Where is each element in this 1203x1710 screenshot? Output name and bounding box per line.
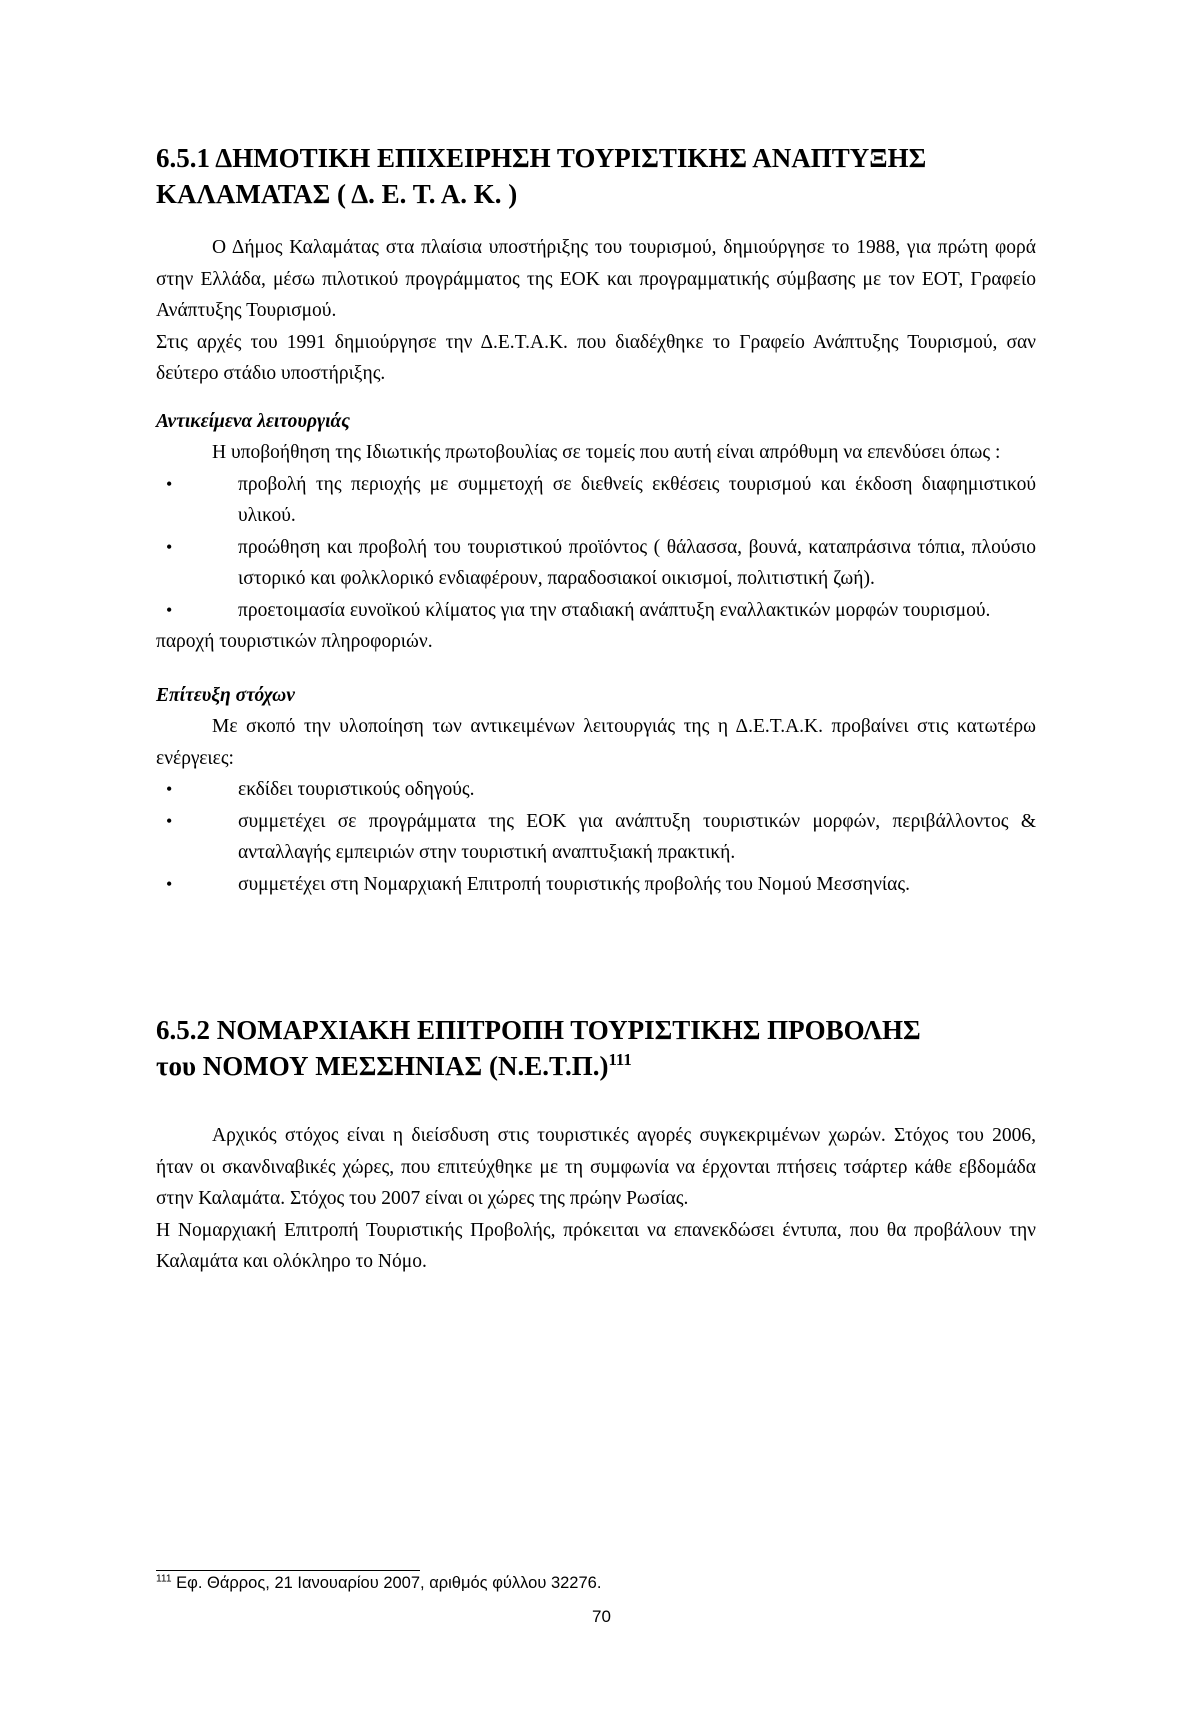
section-heading-6-5-1: [156, 140, 1036, 212]
body-paragraph: Η Νομαρχιακή Επιτροπή Τουριστικής Προβολής, πρόκειται να επανεκδώσει έντυπα, που θα προβάλουν την Καλαμάτα και ολόκληρο το Νόμο.: [156, 1219, 1036, 1272]
heading-line: ΚΑΛΑΜΑΤΑΣ ( Δ. Ε. Τ. Α. Κ. ): [156, 179, 518, 209]
body-paragraph: Αρχικός στόχος είναι η διείσδυση στις τουριστικές αγορές συγκεκριμένων χωρών. Στόχος του 2006, ήταν οι σκανδιναβικές χώρες, που επιτεύχθηκε με τη συμφωνία να έρχονται πτήσεις τσάρτερ κάθε εβδομάδα στην Καλαμάτα. Στόχος του 2007 είναι οι χώρες της πρώην Ρωσίας.: [156, 1125, 1036, 1209]
heading-text: του ΝΟΜΟΥ ΜΕΣΣΗΝΙΑΣ (Ν.Ε.Τ.Π.): [156, 1051, 609, 1081]
subsection-title-objects: Αντικείμενα λειτουργιάς: [156, 410, 351, 432]
bullet-icon: •: [166, 473, 173, 494]
goals-intro: Με σκοπό την υλοποίηση των αντικειμένων λειτουργιάς της η Δ.Ε.Τ.Α.Κ. προβαίνει στις κατωτέρω ενέργειες:: [156, 716, 1036, 769]
footnote-reference: 111: [608, 1050, 632, 1069]
heading-line: 6.5.2 ΝΟΜΑΡΧΙΑΚΗ ΕΠΙΤΡΟΠΗ ΤΟΥΡΙΣΤΙΚΗΣ ΠΡΟΒΟΛΗΣ: [156, 1015, 921, 1045]
section-heading-6-5-2: [156, 1012, 1036, 1084]
list-item: [156, 595, 1036, 627]
list-item-text: προβολή της περιοχής με συμμετοχή σε διεθνείς εκθέσεις τουρισμού και έκδοση διαφημιστικού υλικού.: [238, 473, 1036, 526]
objects-tail: παροχή τουριστικών πληροφοριών.: [156, 631, 433, 652]
bullet-icon: •: [166, 810, 173, 831]
objects-intro: Η υποβοήθηση της Ιδιωτικής πρωτοβουλίας σε τομείς που αυτή είναι απρόθυμη να επενδύσει όπως :: [212, 442, 1001, 463]
list-item-text: εκδίδει τουριστικούς οδηγούς.: [238, 779, 475, 800]
heading-line: [156, 1048, 1036, 1084]
footnote-divider: [156, 1570, 420, 1571]
bullet-icon: •: [166, 536, 173, 557]
list-item: [156, 806, 1036, 869]
objects-list: [156, 469, 1036, 627]
bullet-icon: •: [166, 779, 173, 799]
subsection-title-goals: Επίτευξη στόχων: [156, 684, 295, 706]
footnote-number: 111: [156, 1573, 172, 1585]
list-item-text: προώθηση και προβολή του τουριστικού προϊόντος ( θάλασσα, βουνά, καταπράσινα τόπια, πλούσιο ιστορικό και φολκλορικό ενδιαφέρουν, παραδοσιακοί οικισμοί, πολιτιστική ζωή).: [238, 536, 1036, 589]
goals-list: [156, 774, 1036, 900]
bullet-icon: •: [166, 873, 173, 894]
list-item: [156, 532, 1036, 595]
intro-paragraph: Ο Δήμος Καλαμάτας στα πλαίσια υποστήριξης του τουρισμού, δημιούργησε το 1988, για πρώτη φορά στην Ελλάδα, μέσω πιλοτικού προγράμματος της ΕΟΚ και προγραμματικής σύμβασης με τον ΕΟΤ, Γραφείο Ανάπτυξης Τουρισμού.: [156, 237, 1036, 321]
list-item: [156, 774, 1036, 806]
list-item: [156, 869, 1036, 901]
list-item-text: συμμετέχει στη Νομαρχιακή Επιτροπή τουριστικής προβολής του Νομού Μεσσηνίας.: [238, 873, 910, 895]
list-item-text: συμμετέχει σε προγράμματα της ΕΟΚ για ανάπτυξη τουριστικών μορφών, περιβάλλοντος & ανταλλαγής εμπειριών στην τουριστική αναπτυξιακή πρακτική.: [238, 810, 1036, 863]
page-number: 70: [592, 1607, 611, 1626]
footnote: [156, 1574, 1036, 1593]
footnote-text: Εφ. Θάρρος, 21 Ιανουαρίου 2007, αριθμός φύλλου 32276.: [171, 1574, 602, 1592]
heading-line: 6.5.1 ΔΗΜΟΤΙΚΗ ΕΠΙΧΕΙΡΗΣΗ ΤΟΥΡΙΣΤΙΚΗΣ ΑΝΑΠΤΥΞΗΣ: [156, 143, 927, 173]
list-item: [156, 469, 1036, 532]
intro-paragraph: Στις αρχές του 1991 δημιούργησε την Δ.Ε.Τ.Α.Κ. που διαδέχθηκε το Γραφείο Ανάπτυξης Τουρισμού, σαν δεύτερο στάδιο υποστήριξης.: [156, 331, 1036, 384]
bullet-icon: •: [166, 599, 173, 620]
page-content: [156, 140, 1036, 1278]
list-item-text: προετοιμασία ευνοϊκού κλίματος για την σταδιακή ανάπτυξη εναλλακτικών μορφών τουρισμού.: [238, 599, 991, 621]
